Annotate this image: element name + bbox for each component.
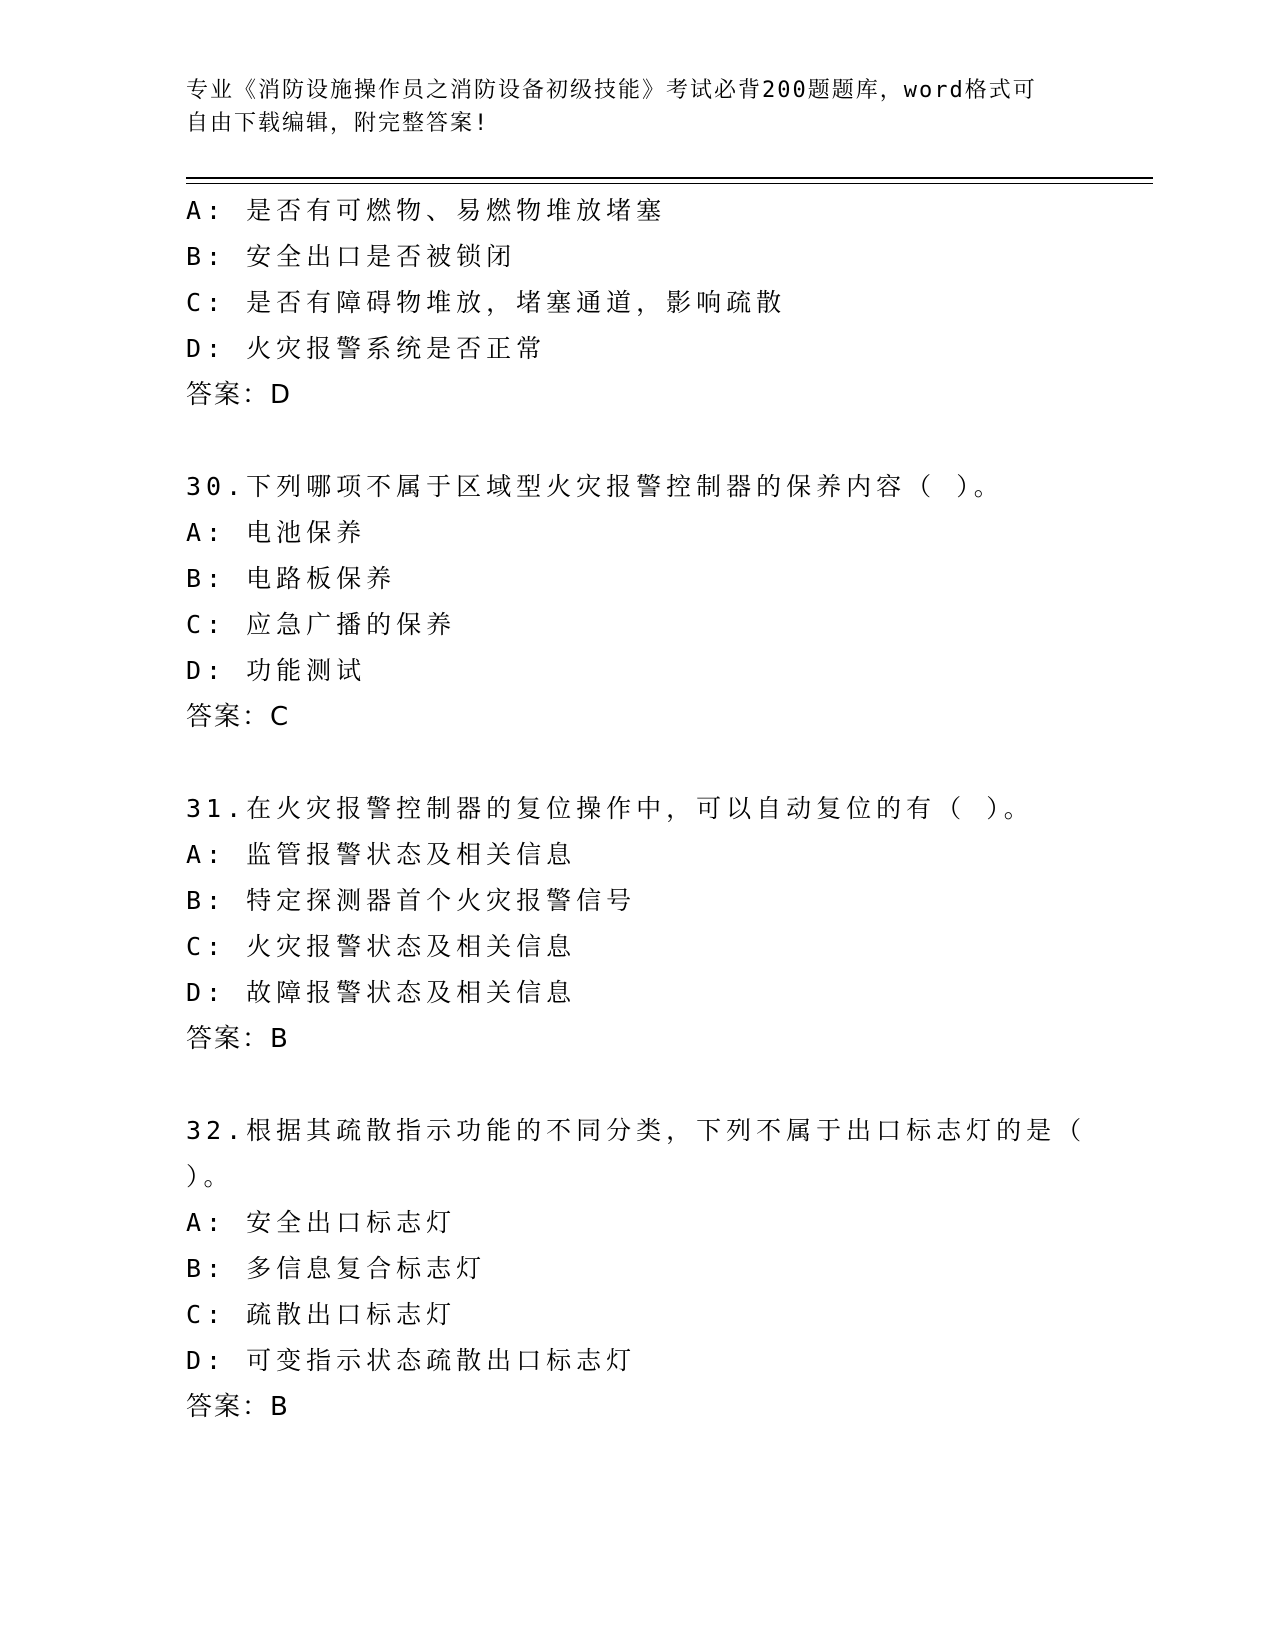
option-b: B: 电路板保养 bbox=[186, 564, 397, 593]
option-c: C: 疏散出口标志灯 bbox=[186, 1300, 457, 1329]
option-d: D: 可变指示状态疏散出口标志灯 bbox=[186, 1346, 637, 1375]
answer-line: 答案：D bbox=[186, 380, 293, 410]
option-c: C: 是否有障碍物堆放，堵塞通道，影响疏散 bbox=[186, 288, 787, 317]
option-b: B: 安全出口是否被锁闭 bbox=[186, 242, 517, 271]
answer-line: 答案：B bbox=[186, 1024, 290, 1054]
option-d: D: 火灾报警系统是否正常 bbox=[186, 334, 547, 363]
answer-line: 答案：B bbox=[186, 1392, 290, 1422]
question-stem: 32.根据其疏散指示功能的不同分类，下列不属于出口标志灯的是（ bbox=[186, 1116, 1087, 1145]
header-line-1: 专业《消防设施操作员之消防设备初级技能》考试必背200题题库，word格式可 bbox=[186, 78, 1037, 103]
header-line-2: 自由下载编辑，附完整答案! bbox=[186, 111, 490, 136]
option-a: A: 是否有可燃物、易燃物堆放堵塞 bbox=[186, 196, 667, 225]
question-block-31 bbox=[186, 786, 1086, 1062]
question-stem-continued: ）。 bbox=[186, 1162, 234, 1191]
header-divider-thin bbox=[186, 183, 1153, 184]
question-stem: 30.下列哪项不属于区域型火灾报警控制器的保养内容（ ）。 bbox=[186, 472, 1004, 501]
header-divider-thick bbox=[186, 177, 1153, 179]
question-block-32 bbox=[186, 1108, 1086, 1430]
option-d: D: 故障报警状态及相关信息 bbox=[186, 978, 577, 1007]
option-c: C: 应急广播的保养 bbox=[186, 610, 457, 639]
question-block-30 bbox=[186, 464, 1086, 740]
option-b: B: 特定探测器首个火灾报警信号 bbox=[186, 886, 637, 915]
option-c: C: 火灾报警状态及相关信息 bbox=[186, 932, 577, 961]
option-a: A: 安全出口标志灯 bbox=[186, 1208, 457, 1237]
option-d: D: 功能测试 bbox=[186, 656, 367, 685]
option-b: B: 多信息复合标志灯 bbox=[186, 1254, 487, 1283]
answer-line: 答案：C bbox=[186, 702, 291, 732]
option-a: A: 电池保养 bbox=[186, 518, 367, 547]
question-block-29 bbox=[186, 188, 1086, 418]
question-list bbox=[186, 188, 1086, 1430]
document-header bbox=[186, 74, 1086, 140]
question-stem: 31.在火灾报警控制器的复位操作中，可以自动复位的有（ ）。 bbox=[186, 794, 1034, 823]
option-a: A: 监管报警状态及相关信息 bbox=[186, 840, 577, 869]
